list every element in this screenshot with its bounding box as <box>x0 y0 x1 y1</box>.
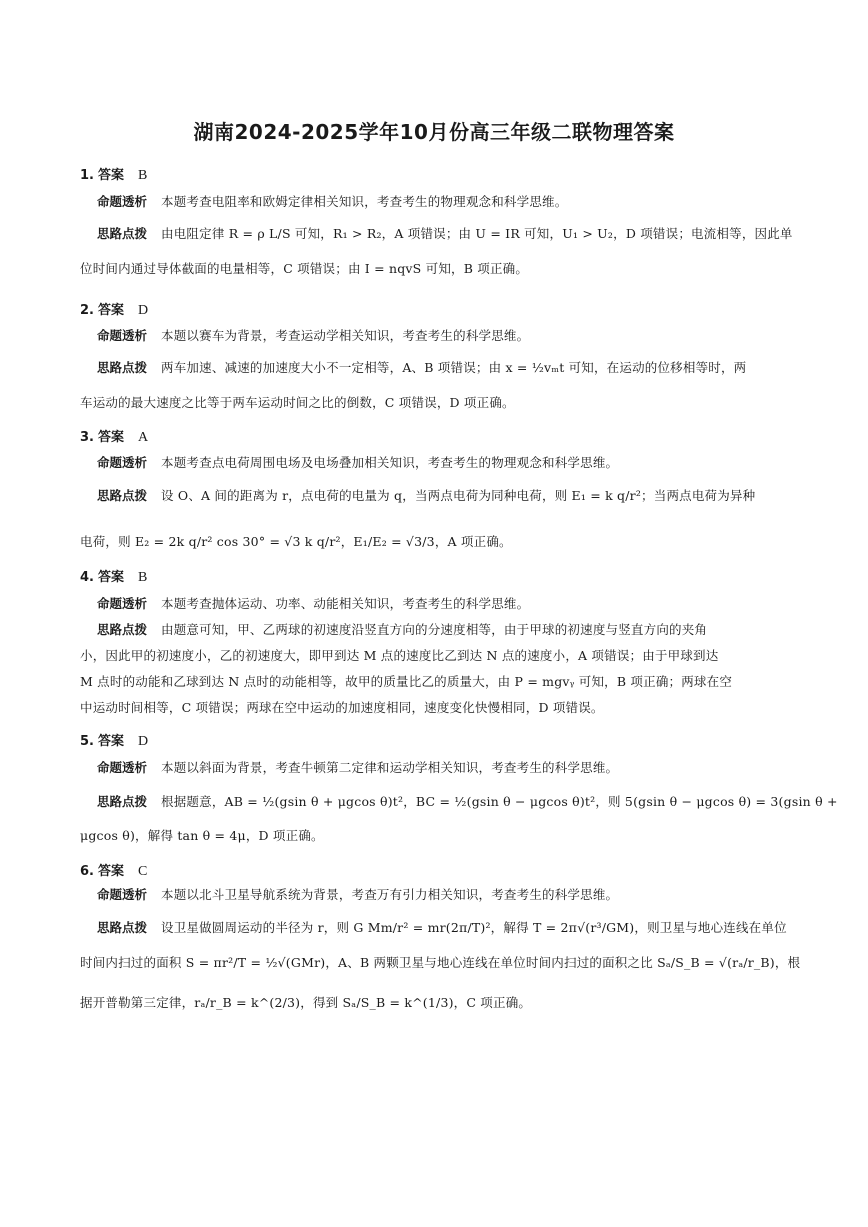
hint-label: 思路点拨 <box>97 920 148 935</box>
analysis-text: 本题考查点电荷周围电场及电场叠加相关知识，考查考生的物理观念和科学思维。 <box>161 455 619 470</box>
hint-label: 思路点拨 <box>97 488 148 503</box>
hint-label: 思路点拨 <box>97 360 148 375</box>
hint-text: 电荷，则 E₂ = 2k q/r² cos 30° = √3 k q/r²，E₁/E₂ = √3/3，A 项正确。 <box>80 534 512 549</box>
analysis-line-6 <box>97 885 777 903</box>
hint-line-3a <box>97 486 777 504</box>
analysis-line-4 <box>97 594 777 612</box>
hint-text: 两车加速、减速的加速度大小不一定相等，A、B 项错误；由 x = ½vₘt 可知，在运动的位移相等时，两 <box>161 360 747 375</box>
analysis-text: 本题考查抛体运动、功率、动能相关知识，考查考生的科学思维。 <box>161 596 530 611</box>
answer-label: 答案 <box>97 168 124 183</box>
analysis-text: 本题以赛车为背景，考查运动学相关知识，考查考生的科学思维。 <box>161 328 530 343</box>
answer-letter: B <box>138 570 148 585</box>
hint-text: 根据题意，AB = ½(gsin θ + μgcos θ)t²，BC = ½(gsin θ − μgcos θ)t²，则 5(gsin θ − μgcos θ) = 3(gsin θ + <box>161 794 838 809</box>
item-number: 6. <box>80 864 94 879</box>
answer-line-3 <box>80 426 148 446</box>
answer-letter: A <box>138 430 149 445</box>
hint-line-4b <box>80 646 760 664</box>
hint-line-6c <box>80 993 760 1011</box>
answer-label: 答案 <box>97 864 124 879</box>
analysis-label: 命题透析 <box>97 760 148 775</box>
analysis-line-5 <box>97 758 777 776</box>
hint-text: μgcos θ)，解得 tan θ = 4μ，D 项正确。 <box>80 828 324 843</box>
hint-text: 据开普勒第三定律，rₐ/r_B = k^(2/3)，得到 Sₐ/S_B = k^(1/3)，C 项正确。 <box>80 995 532 1010</box>
hint-text: 设卫星做圆周运动的半径为 r，则 G Mm/r² = mr(2π/T)²，解得 T = 2π√(r³/GM)，则卫星与地心连线在单位 <box>161 920 787 935</box>
answer-line-4 <box>80 566 147 586</box>
item-number: 2. <box>80 303 94 318</box>
hint-text: 小，因此甲的初速度小，乙的初速度大，即甲到达 M 点的速度比乙到达 N 点的速度小，A 项错误；由于甲球到达 <box>80 648 719 663</box>
hint-line-6a <box>97 918 787 936</box>
answer-letter: B <box>138 168 148 183</box>
hint-text: 由题意可知，甲、乙两球的初速度沿竖直方向的分速度相等，由于甲球的初速度与竖直方向的夹角 <box>161 622 708 637</box>
analysis-label: 命题透析 <box>97 194 148 209</box>
answer-label: 答案 <box>97 303 124 318</box>
analysis-label: 命题透析 <box>97 887 148 902</box>
analysis-text: 本题以斜面为背景，考查牛顿第二定律和运动学相关知识，考查考生的科学思维。 <box>161 760 619 775</box>
hint-text: 设 O、A 间的距离为 r，点电荷的电量为 q，当两点电荷为同种电荷，则 E₁ = k q/r²；当两点电荷为异种 <box>161 488 756 503</box>
analysis-label: 命题透析 <box>97 328 148 343</box>
hint-line-1a <box>97 224 793 242</box>
answer-letter: D <box>138 303 149 318</box>
hint-line-4c <box>80 672 760 690</box>
hint-line-6b <box>80 953 801 971</box>
answer-letter: C <box>138 864 148 879</box>
hint-label: 思路点拨 <box>97 794 148 809</box>
hint-line-4d <box>80 698 760 716</box>
item-number: 3. <box>80 430 94 445</box>
analysis-text: 本题以北斗卫星导航系统为背景，考查万有引力相关知识，考查考生的科学思维。 <box>161 887 619 902</box>
hint-line-1b <box>80 259 760 277</box>
hint-line-2a <box>97 358 777 376</box>
hint-line-4a <box>97 620 777 638</box>
page-title: 湖南2024-2025学年10月份高三年级二联物理答案 <box>193 120 675 144</box>
answer-label: 答案 <box>97 430 124 445</box>
item-number: 4. <box>80 570 94 585</box>
hint-line-3b <box>80 532 760 550</box>
hint-text: 中运动时间相等，C 项错误；两球在空中运动的加速度相同，速度变化快慢相同，D 项错误。 <box>80 700 604 715</box>
hint-text: M 点时的动能和乙球到达 N 点时的动能相等，故甲的质量比乙的质量大，由 P = mgvᵧ 可知，B 项正确；两球在空 <box>80 674 733 689</box>
answer-label: 答案 <box>97 570 124 585</box>
answer-line-5 <box>80 730 148 750</box>
hint-text: 由电阻定律 R = ρ L/S 可知，R₁ > R₂，A 项错误；由 U = IR 可知，U₁ > U₂，D 项错误；电流相等，因此单 <box>161 226 793 241</box>
answer-line-1 <box>80 164 147 184</box>
analysis-line-2 <box>97 326 777 344</box>
hint-text: 位时间内通过导体截面的电量相等，C 项错误；由 I = nqvS 可知，B 项正确。 <box>80 261 529 276</box>
hint-text: 时间内扫过的面积 S = πr²/T = ½√(GMr)，A、B 两颗卫星与地心连线在单位时间内扫过的面积之比 Sₐ/S_B = √(rₐ/r_B)，根 <box>80 955 801 970</box>
answer-letter: D <box>138 734 149 749</box>
analysis-label: 命题透析 <box>97 596 148 611</box>
hint-text: 车运动的最大速度之比等于两车运动时间之比的倒数，C 项错误，D 项正确。 <box>80 395 515 410</box>
hint-line-5a <box>97 792 838 810</box>
answer-line-6 <box>80 860 147 880</box>
answer-line-2 <box>80 299 148 319</box>
item-number: 1. <box>80 168 94 183</box>
hint-line-5b <box>80 826 760 844</box>
analysis-label: 命题透析 <box>97 455 148 470</box>
item-number: 5. <box>80 734 94 749</box>
analysis-text: 本题考查电阻率和欧姆定律相关知识，考查考生的物理观念和科学思维。 <box>161 194 568 209</box>
answer-label: 答案 <box>97 734 124 749</box>
hint-label: 思路点拨 <box>97 622 148 637</box>
hint-line-2b <box>80 393 760 411</box>
analysis-line-1 <box>97 192 777 210</box>
hint-label: 思路点拨 <box>97 226 148 241</box>
analysis-line-3 <box>97 453 777 471</box>
